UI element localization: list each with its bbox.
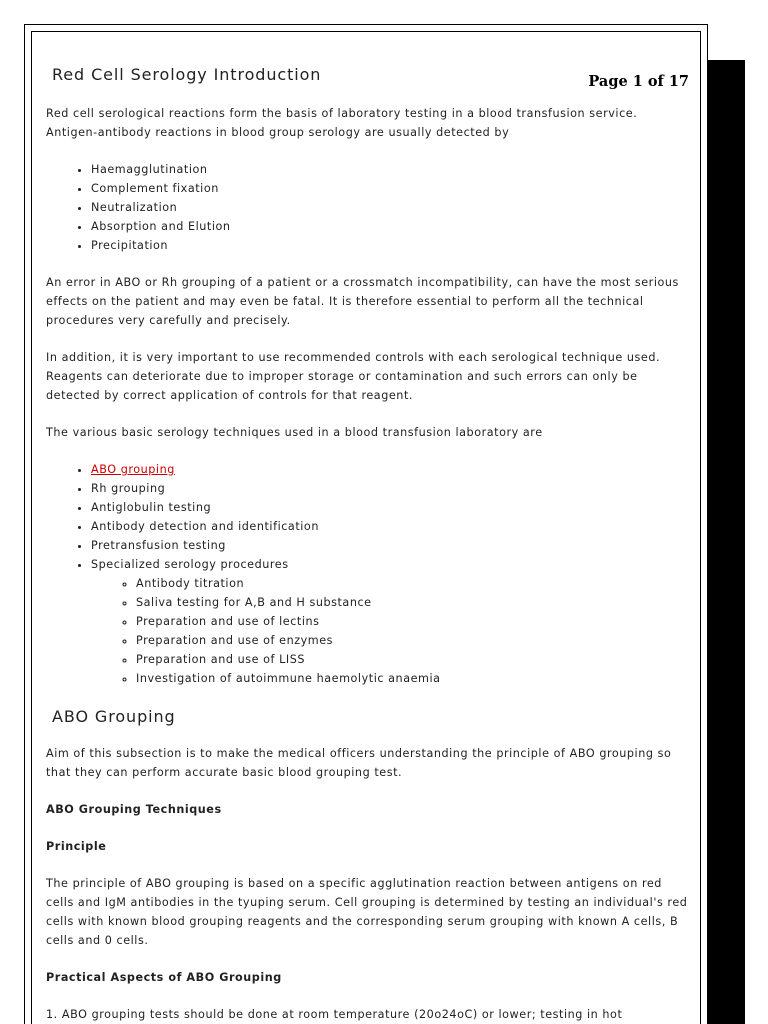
- sublist-item: ◦ Preparation and use of LISS: [136, 650, 692, 669]
- page-number: Page 1 of 17: [588, 73, 689, 90]
- practical-point-1: 1. ABO grouping tests should be done at room temperature (20o24oC) or lower; testing in hot: [46, 1008, 623, 1021]
- list-item: • Antibody detection and identification: [91, 517, 692, 536]
- list-item: • Precipitation: [91, 236, 692, 255]
- page-shadow: [708, 60, 745, 1024]
- abo-grouping-link[interactable]: ABO grouping: [91, 463, 175, 476]
- abo-heading: ABO Grouping: [52, 707, 176, 726]
- intro-paragraph: Red cell serological reactions form the basis of laboratory testing in a blood transfusion service. Antigen-antibody reactions in blood group serology are usually detected by: [46, 107, 638, 139]
- principle-paragraph: The principle of ABO grouping is based on a specific agglutination reaction between antigens on red cells and IgM antibodies in the tyuping serum. Cell grouping is determined by testing an individual's red cells with known blood grouping reagents and the corresponding serum grouping with known A cells, B cells and 0 cells.: [46, 877, 688, 947]
- techniques-paragraph: The various basic serology techniques used in a blood transfusion laboratory are: [46, 426, 543, 439]
- sublist-item: ◦ Investigation of autoimmune haemolytic anaemia: [136, 669, 692, 688]
- sublist-item: ◦ Preparation and use of enzymes: [136, 631, 692, 650]
- practical-heading: Practical Aspects of ABO Grouping: [46, 971, 282, 984]
- list-item: • Pretransfusion testing: [91, 536, 692, 555]
- list-item: [91, 460, 692, 479]
- sublist-item: ◦ Preparation and use of lectins: [136, 612, 692, 631]
- list-item: • Neutralization: [91, 198, 692, 217]
- document-content: [46, 64, 692, 1024]
- abo-techniques-heading: ABO Grouping Techniques: [46, 803, 222, 816]
- list-item: • Absorption and Elution: [91, 217, 692, 236]
- list-item: • Haemagglutination: [91, 160, 692, 179]
- reaction-list: [46, 160, 692, 255]
- technique-list: [46, 460, 692, 688]
- controls-paragraph: In addition, it is very important to use recommended controls with each serological technique used. Reagents can deteriorate due to improper storage or contamination and such errors can only be detected by correct application of controls for that reagent.: [46, 351, 661, 402]
- page-title: Red Cell Serology Introduction: [52, 65, 322, 84]
- specialized-sublist: [91, 574, 692, 688]
- sublist-item: ◦ Antibody titration: [136, 574, 692, 593]
- list-item: [91, 555, 692, 688]
- list-item-label: Specialized serology procedures: [91, 558, 289, 571]
- list-item: • Rh grouping: [91, 479, 692, 498]
- list-item: • Antiglobulin testing: [91, 498, 692, 517]
- list-item: • Complement fixation: [91, 179, 692, 198]
- abo-aim-paragraph: Aim of this subsection is to make the medical officers understanding the principle of ABO grouping so that they can perform accurate basic blood grouping test.: [46, 747, 672, 779]
- sublist-item: ◦ Saliva testing for A,B and H substance: [136, 593, 692, 612]
- error-paragraph: An error in ABO or Rh grouping of a patient or a crossmatch incompatibility, can have the most serious effects on the patient and may even be fatal. It is therefore essential to perform all the technical procedures very carefully and precisely.: [46, 276, 679, 327]
- principle-heading: Principle: [46, 840, 107, 853]
